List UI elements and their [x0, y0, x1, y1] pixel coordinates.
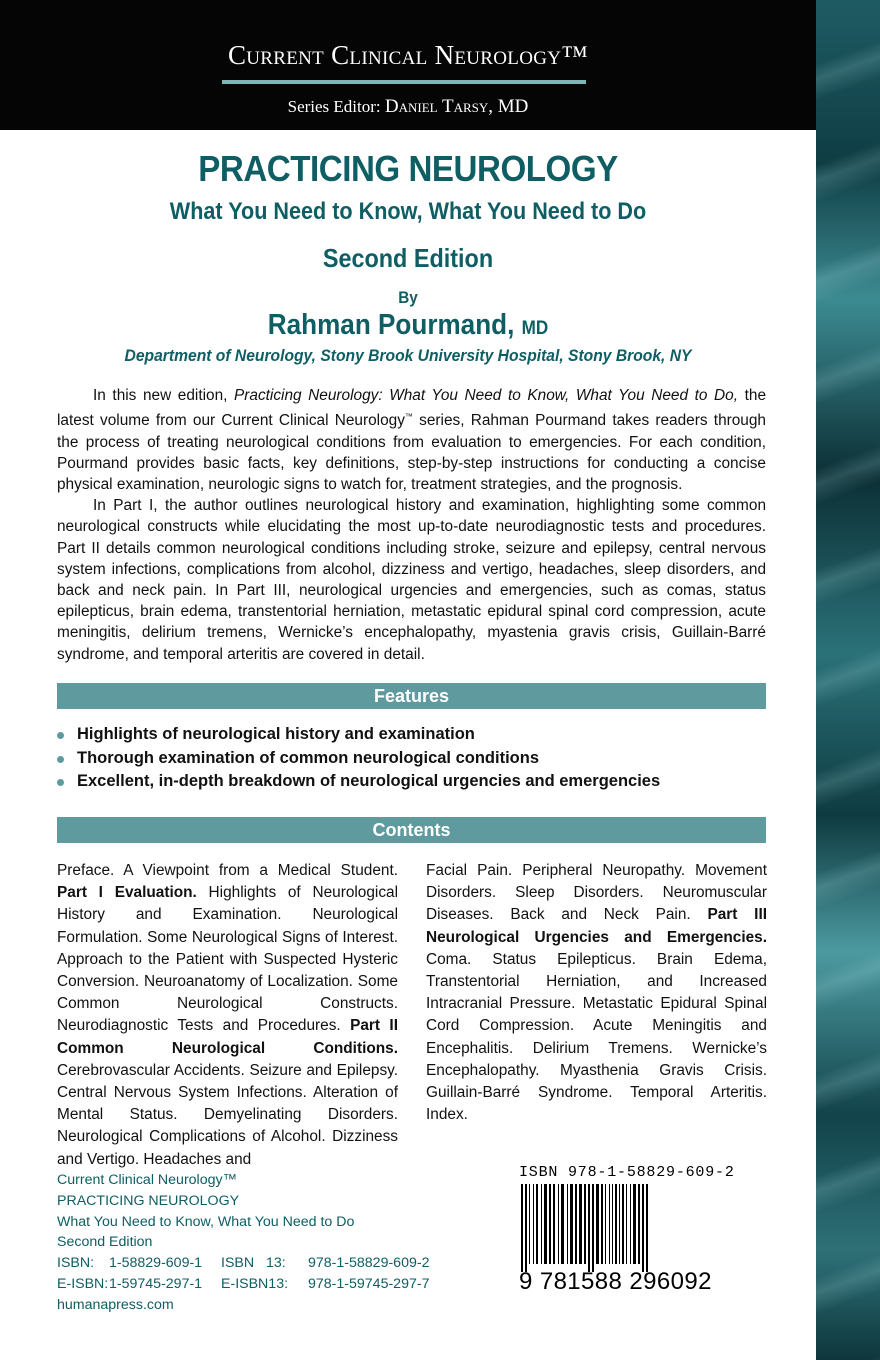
barcode-bar: [609, 1184, 610, 1264]
contents-text: Facial Pain. Peripheral Neuropathy. Movement Disorders. Sleep Disorders. Neuromuscular Diseases. Back and Neck Pain.: [426, 862, 767, 924]
barcode-bar: [584, 1184, 586, 1264]
desc-text: In this new edition,: [93, 387, 235, 404]
publisher-edition: Second Edition: [57, 1234, 153, 1251]
publisher-series: Current Clinical Neurology™: [57, 1172, 237, 1188]
barcode-bar: [575, 1184, 577, 1264]
contents-part-heading: Part I Evaluation.: [57, 884, 197, 902]
isbn-value: 1-58829-609-1: [109, 1255, 203, 1272]
series-header: [0, 0, 816, 130]
features-list: [57, 723, 777, 794]
barcode-bar: [630, 1184, 631, 1264]
series-editor-name: Daniel Tarsy, MD: [384, 96, 529, 117]
contents-text: Cerebrovascular Accidents. Seizure and Epilepsy. Central Nervous System Infections. Alteration of Mental Status. Demyelinating Disorders. Neurological Complications of Alcohol. Dizziness and Vertigo. Headaches and: [57, 1061, 398, 1168]
barcode-bar: [638, 1184, 640, 1264]
barcode-bar: [619, 1184, 620, 1264]
eisbn13-label: E-ISBN13:: [221, 1275, 289, 1292]
book-title: PRACTICING NEUROLOGY: [198, 148, 618, 189]
author-name-text: Rahman Pourmand,: [267, 309, 515, 341]
barcode-bar: [633, 1184, 636, 1264]
author-affiliation: Department of Neurology, Stony Brook University Hospital, Stony Brook, NY: [124, 346, 692, 365]
barcode-bar: [521, 1184, 523, 1272]
publisher-subtitle: What You Need to Know, What You Need to Do: [57, 1213, 355, 1230]
isbn13-label: ISBN 13:: [221, 1255, 286, 1272]
feature-item: Thorough examination of common neurological conditions: [57, 747, 777, 771]
description: [57, 385, 766, 665]
author-name: [41, 309, 775, 342]
barcode-bar: [588, 1184, 590, 1272]
contents-column-left: [57, 860, 398, 1171]
series-editor: [0, 96, 816, 118]
barcode-bar: [553, 1184, 555, 1264]
barcode-bar: [536, 1184, 538, 1264]
barcode-bar: [596, 1184, 599, 1264]
contents-text: Coma. Status Epilepticus. Brain Edema, Transtentorial Herniation, and Increased Intracranial Pressure. Metastatic Epidural Spinal Cord Compression. Acute Meningitis and Encephalitis. Delirium Tremens. Wernicke’s Encephalopathy. Myasthenia Gravis Crisis. Guillain-Barré Syndrome. Temporal Arteritis. Index.: [426, 950, 767, 1124]
contents-text: Highlights of Neurological History and Examination. Neurological Formulation. Some Neurological Signs of Interest. Approach to the Patient with Suspected Hysteric Conversion. Neuroanatomy of Localization. Some Common Neurological Constructs. Neurodiagnostic Tests and Procedures.: [57, 884, 399, 1035]
contents-part-heading: Part II Common Neurological Conditions.: [57, 1017, 398, 1057]
barcode-isbn-label: ISBN 978-1-58829-609-2: [519, 1164, 735, 1181]
barcode-bar: [605, 1184, 606, 1264]
isbn-row: [57, 1253, 477, 1274]
barcode-bar: [570, 1184, 573, 1264]
eisbn13-value: 978-1-59745-297-7: [308, 1275, 430, 1292]
feature-item: Excellent, in-depth breakdown of neurological urgencies and emergencies: [57, 770, 777, 794]
cover-spine-texture: [816, 0, 880, 1360]
eisbn-row: [57, 1274, 477, 1295]
book-subtitle: What You Need to Know, What You Need to Do: [169, 198, 647, 225]
barcode-bar: [642, 1184, 644, 1272]
header-divider: [222, 80, 586, 84]
eisbn-value: 1-59745-297-1: [109, 1275, 203, 1292]
barcode-bar: [592, 1184, 594, 1272]
publisher-title: PRACTICING NEUROLOGY: [57, 1192, 240, 1209]
publisher-info: [57, 1170, 477, 1316]
barcode-bar: [601, 1184, 603, 1264]
features-heading: Features: [57, 683, 766, 709]
barcode-bar: [525, 1184, 527, 1272]
barcode-bar: [626, 1184, 627, 1264]
series-editor-prefix: Series Editor:: [287, 97, 381, 116]
contents-part-heading: Part III Neurological Urgencies and Emergencies.: [426, 906, 768, 946]
desc-text: series, Rahman Pourmand takes readers through the process of treating neurological conditions from evaluation to emergencies. For each condition, Pourmand provides basic facts, key definitions, step-by-step instructions for conducting a concise physical examination, neurologic signs to watch for, treatment strategies, and the prognosis.: [57, 412, 766, 493]
trademark: ™: [404, 412, 413, 422]
desc-book-title: Practicing Neurology: What You Need to Know, What You Need to Do,: [234, 387, 739, 404]
barcode-bar: [579, 1184, 582, 1264]
eisbn-label: E-ISBN:: [57, 1275, 109, 1292]
publisher-website: humanapress.com: [57, 1296, 174, 1313]
description-paragraph-1: [57, 385, 766, 495]
barcode-bar: [541, 1184, 542, 1264]
barcode-bar: [615, 1184, 617, 1264]
contents-heading: Contents: [57, 817, 766, 843]
feature-item: Highlights of neurological history and examination: [57, 723, 777, 747]
barcode-bar: [622, 1184, 624, 1264]
author-credential: MD: [521, 318, 549, 339]
barcode-bar: [544, 1184, 547, 1264]
barcode-bar: [561, 1184, 564, 1264]
contents-column-right: [426, 860, 767, 1126]
barcode-bar: [549, 1184, 551, 1264]
desc-text: the latest volume from our Current Clinical Neurology: [57, 387, 767, 430]
barcode-bar: [612, 1184, 613, 1264]
barcode-bar: [567, 1184, 568, 1264]
series-title: Current Clinical Neurology™: [227, 40, 589, 70]
by-label: By: [398, 288, 418, 307]
barcode-bar: [558, 1184, 559, 1264]
barcode-digits: 9 781588 296092: [519, 1268, 712, 1295]
barcode-bar: [533, 1184, 534, 1264]
barcode-bar: [529, 1184, 530, 1264]
isbn-barcode: [519, 1184, 731, 1272]
description-paragraph-2: In Part I, the author outlines neurological history and examination, highlighting some common neurological constructs while elucidating the most up-to-date neurodiagnostic tests and procedures. Part II details common neurological conditions including stroke, seizure and epilepsy, central nervous system infections, complications from alcohol, dizziness and vertigo, headaches, sleep disorders, and back and neck pain. In Part III, neurological urgencies and emergencies, such as comas, status epilepticus, brain edema, transtentorial herniation, metastatic epidural spinal cord compression, acute meningitis, delirium tremens, Wernicke’s encephalopathy, myastenia gravis crisis, Guillain-Barré syndrome, and temporal arteritis are covered in detail.: [57, 497, 766, 663]
book-edition: Second Edition: [322, 243, 494, 273]
contents-text: Preface. A Viewpoint from a Medical Student.: [57, 862, 398, 879]
isbn-label: ISBN:: [57, 1255, 95, 1272]
isbn13-value: 978-1-58829-609-2: [308, 1255, 430, 1272]
barcode-bar: [646, 1184, 648, 1272]
